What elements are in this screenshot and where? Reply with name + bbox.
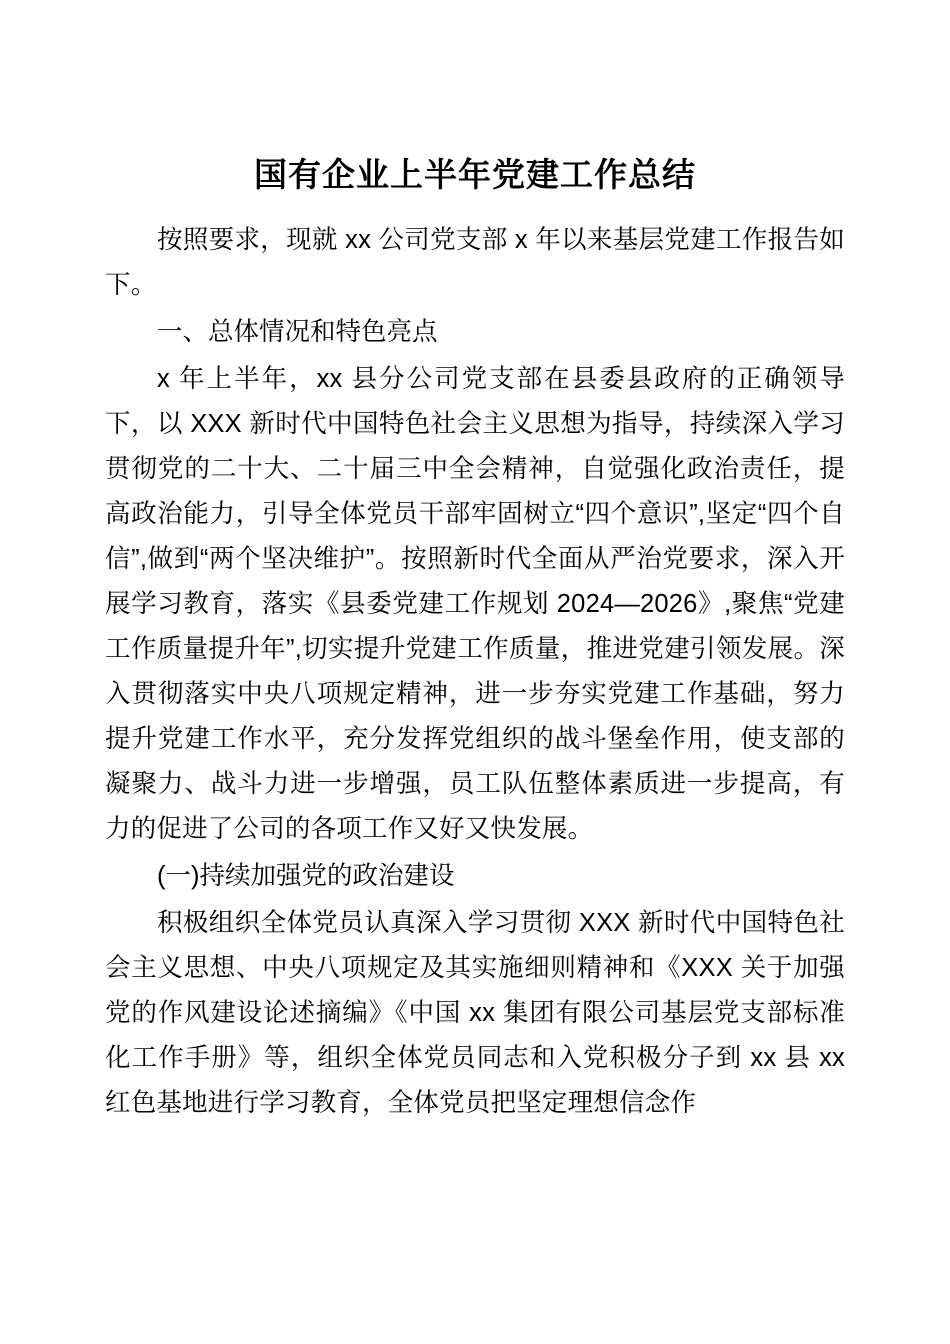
paragraph-political-construction: 积极组织全体党员认真深入学习贯彻 XXX 新时代中国特色社会主义思想、中央八项规定及其实施细则精神和《XXX 关于加强党的作风建设论述摘编》《中国 xx 集团有限公司基层党支部标准化工作手册》等，组织全体党员同志和入党积极分子到 xx 县 xx 红色基地进行学习教育，全体党员把坚定理想信念作 (105, 908, 845, 1117)
paragraph-intro: 按照要求，现就 xx 公司党支部 x 年以来基层党建工作报告如下。 (105, 225, 845, 299)
page-title: 国有企业上半年党建工作总结 (254, 156, 696, 193)
paragraph-overall-situation: x 年上半年，xx 县分公司党支部在县委县政府的正确领导下，以 XXX 新时代中国特色社会主义思想为指导，持续深入学习贯彻党的二十大、二十届三中全会精神，自觉强化政治责任，提高政治能力，引导全体党员干部牢固树立“四个意识”,坚定“四个自信”,做到“两个坚决维护”。按照新时代全面从严治党要求，深入开展学习教育，落实《县委党建工作规划 2024—2026》,聚焦“党建工作质量提升年”,切实提升党建工作质量，推进党建引领发展。深入贯彻落实中央八项规定精神，进一步夯实党建工作基础，努力提升党建工作水平，充分发挥党组织的战斗堡垒作用，使支部的凝聚力、战斗力进一步增强，员工队伍整体素质进一步提高，有力的促进了公司的各项工作又好又快发展。 (105, 364, 845, 843)
subheading-political-construction: (一)持续加强党的政治建设 (157, 861, 455, 890)
heading-section-one: 一、总体情况和特色亮点 (157, 317, 438, 346)
